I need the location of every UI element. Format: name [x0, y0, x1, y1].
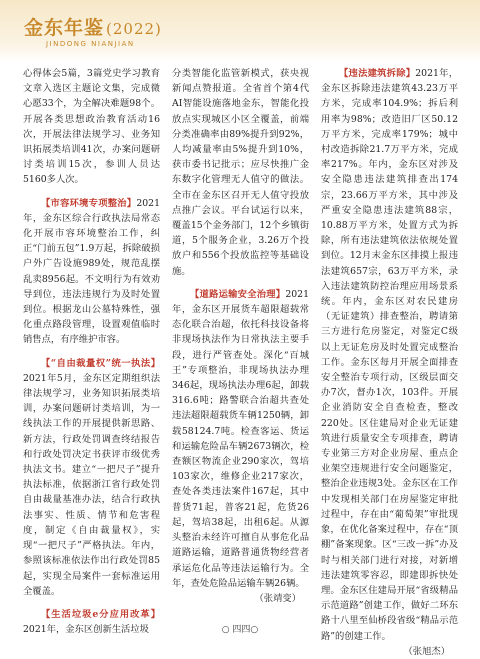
logo-title: [24, 13, 162, 40]
section-paragraph: [23, 196, 160, 348]
section-text: 2021年，金东区创新生活垃圾: [23, 624, 149, 636]
section-heading: 【违法建筑拆除】: [339, 68, 416, 79]
author-signature: （张靖变）: [254, 592, 301, 604]
paragraph: 心得体会5篇，3篇党史学习教育文章入选区主题论文集，完成微心愿33个，为全解决难题98个。开展各类思想政治教育活动16次，开展法律法规学习、业务知识拓展类培训41次，办案问题研讨类培训15次，参训人员达5160多人次。: [23, 68, 160, 186]
section-paragraph: [172, 287, 309, 591]
section-paragraph: [23, 356, 160, 599]
logo-cn-text: 金东年鉴: [24, 17, 105, 39]
section-text: 2021年5月，金东区定期组织法律法规学习，业务知识拓展类培训，办案问题研讨类培训，为一线执法工作的开展提供新思路、新方法，行政处罚调查终结报告和行政处罚决定书获评市级优秀执法文书。建立“一把尺子”提升执法标准，依据浙江省行政处罚自由裁量基准办法，结合行政执法事实、性质、情节和危害程度，制定《自由裁量权》，实现“一把尺子”严格执法。年内，参照该标准依法作出行政处罚85起，实现全局案件一套标准运用全覆盖。: [23, 372, 160, 597]
section-text: 2021年，金东区开展货车超限超载常态化联合治超，依托科技设备将非现场执法作为日常执法主要手段，进行严管查处。深化“百城王”专项整治，非现场执法办理346起，现场执法办理6起，卸载316.6吨；路警联合治超共查处违法超限超载货车辆1250辆，卸载58124.7吨。检查客运、货运和运输危险品车辆2673辆次，检查额区物流企业290家次，驾培103家次，维修企业217家次，查处各类违法案件167起，其中普货71起，普客21起，危货26起，驾培38起，出租6起。从源头整治未经许可擅自从事危化品道路运输，道路普通货物经营者承运危化品等违法运输行为。全年，查处危险品运输车辆26辆。: [172, 288, 309, 589]
section-text: 2021年，金东区拆除违法建筑43.23万平方米，完成率104.9%；拆后利用率为98%；改造旧厂区50.12万平方米，完成率179%；城中村改造拆除21.7万平方米，完成率217%。年内，金东区对涉及安全隐患违法建筑排查出174宗，23.66万平方米，其中涉及严重安全隐患违法建筑88宗，10.88万平方米，处置方式为拆除，所有违法建筑依法依规处置到位。12月末金东区排摸上报违法建筑657宗，63万平方米，录入违法建筑防控治理应用场景系统。年内，金东区对农民建房（无证建筑）排查整治，聘请第三方进行危房鉴定，对鉴定C级以上无证危房及时处置完成整治工作。金东区每月开展全面排查安全整治专项行动，区级层面交办7次，督办1次，103件。开展企业消防安全自查检查，整改220处。区住建局对企业无证建筑进行质量安全专项排查，聘请专业第三方对企业房屋、重点企业架空违规进行安全问题鉴定，整治企业违规3处。金东区在工作中发现相关部门在房屋鉴定审批过程中，存在由“葡萄架”审批现象，在优化备案过程中，存在“顶棚”备案现象。区“三改一拆”办及时与相关部门进行对接，对新增违法建筑零容忍，即建即拆快处理。金东区住建局开展“省级精品示范道路”创建工作，做好二环东路十八里至仙桥段省级“精品示范路”的创建工作。: [321, 68, 458, 642]
section-paragraph: [321, 66, 458, 644]
column-2: [172, 66, 309, 614]
page-header: [0, 0, 480, 62]
section-text: 2021年，金东区综合行政执法局常态化开展市容环境整治工作，纠正“门前五包”1.9万起，拆除破损户外广告设施989处，规范乱摆乱卖8956起。不文明行为有效劝导到位，违法违规行为及时处置到位。根据龙山公墓特殊性，强化重点路段管理，设置观值临时销售点，有序维护市容。: [23, 197, 160, 346]
column-3: [321, 66, 458, 657]
column-1: [23, 66, 160, 636]
section-heading: 【“自由裁量权”统一执法】: [41, 357, 160, 369]
logo-year: (2022): [106, 20, 162, 38]
logo-subtitle: JINDONG NIANJIAN: [46, 40, 135, 48]
section-heading: 【市容环境专项整治】: [41, 197, 137, 209]
author-signature: （张旭杰）: [403, 645, 450, 657]
yearbook-logo: [24, 13, 194, 53]
section-heading: 【生活垃圾e分应用改革】: [41, 608, 160, 620]
page-number: ○ 四四○: [221, 625, 259, 635]
paragraph: 分类智能化监管新模式，获央视新闻点赞报道。全省首个第4代AI智能设施落地金东，智能化投放点实现城区小区全覆盖，前端分类准确率由89%提升到92%，人均减量率由5%提升到10%，获市委书记批示；应尽快推广金东数字化管理无人值守的做法。全市在金东区召开无人值守投放点推广会议。平台试运行以来，覆盖15个金务部门，12个乡镇街道，5个服务企业，3.26万个投放户和556个投放监控等基础设施。: [172, 68, 309, 277]
section-heading: 【道路运输安全治理】: [190, 288, 286, 300]
